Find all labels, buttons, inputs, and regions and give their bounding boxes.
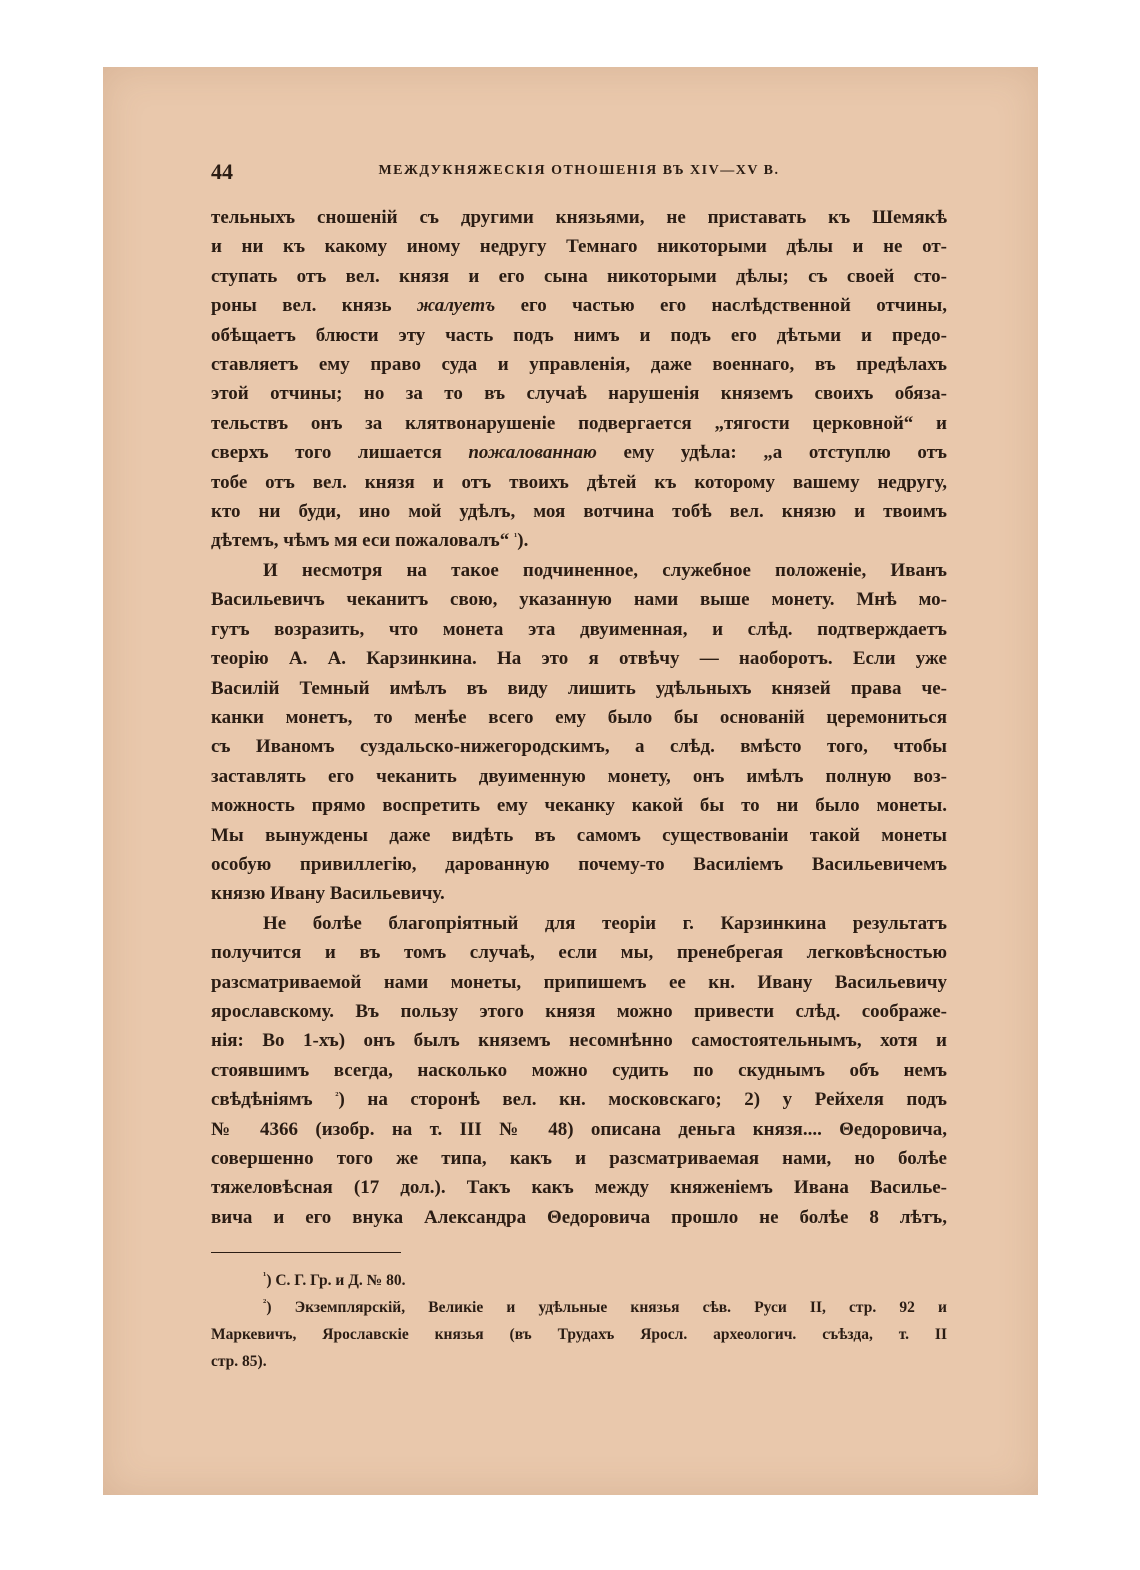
text-line: Не болѣе благопріятный для теоріи г. Карзинкина результатъ: [263, 912, 947, 934]
body-text: [211, 203, 947, 1232]
text-line: нія: Во 1-хъ) онъ былъ княземъ несомнѣнно самостоятельнымъ, хотя и: [211, 1030, 947, 1052]
text-run: ).: [517, 530, 529, 552]
text-run: ему удѣла: „а отступлю отъ: [623, 442, 948, 464]
text-line: можность прямо воспретить ему чеканку какой бы то ни было монеты.: [211, 795, 947, 817]
text-line: тельствъ онъ за клятвонарушеніе подвергается „тягости церковной“ и: [211, 412, 947, 434]
text-line: И несмотря на такое подчиненное, служебное положеніе, Иванъ: [263, 559, 947, 581]
text-line: канки монетъ, то менѣе всего ему было бы основаній церемониться: [211, 706, 947, 728]
text-line: князю Ивану Васильевичу.: [211, 883, 445, 905]
text-line: этой отчины; но за то въ случаѣ нарушенія княземъ своихъ обяза-: [211, 383, 947, 405]
book-page: [103, 67, 1038, 1495]
text-line: Василій Темный имѣлъ въ виду лишить удѣльныхъ князей права че-: [211, 677, 947, 699]
text-line: совершенно того же типа, какъ и разсматриваемая нами, но болѣе: [211, 1148, 947, 1169]
text-run: роны вел. князь: [211, 295, 392, 317]
text-line: особую привиллегію, дарованную почему-то Василіемъ Васильевичемъ: [211, 853, 947, 875]
page-header: [211, 159, 947, 185]
footnote-text: ) Экземплярскій, Великіе и удѣльные князья сѣв. Руси II, стр. 92 и: [266, 1299, 947, 1316]
text-run: ) на сторонѣ вел. кн. московскаго; 2) у Рейхеля подъ: [338, 1089, 947, 1111]
text-run: сверхъ того лишается: [211, 442, 442, 464]
footnote-line: Маркевичъ, Ярославскіе князья (въ Трудахъ Яросл. археологич. съѣзда, т. II: [211, 1326, 947, 1343]
text-run: дѣтемъ, чѣмъ мя еси пожаловалъ“: [211, 530, 510, 552]
running-title: МЕЖДУКНЯЖЕСКІЯ ОТНОШЕНІЯ ВЪ XIV—XV В.: [378, 163, 780, 178]
page-number: 44: [211, 159, 233, 184]
footnote-2: [211, 1294, 947, 1321]
text-line: гутъ возразить, что монета эта двуименная, и слѣд. подтверждаетъ: [211, 618, 947, 640]
footnote-line: стр. 85).: [211, 1353, 267, 1370]
italic-word: жалуетъ: [416, 295, 496, 317]
text-line: [211, 526, 947, 555]
footnote-marker: ²: [263, 1297, 267, 1309]
text-line: и ни къ какому иному недругу Темнаго никоторыми дѣлы и не от-: [211, 236, 947, 258]
text-line: тобе отъ вел. князя и отъ твоихъ дѣтей къ которому вашему недругу,: [211, 471, 947, 493]
text-line: получится и въ томъ случаѣ, если мы, пренебрегая легковѣсностью: [211, 942, 947, 964]
text-line: ярославскому. Въ пользу этого князя можно привести слѣд. соображе-: [211, 1000, 947, 1022]
text-line: тельныхъ сношеній съ другими князьями, не приставать къ Шемякѣ: [211, 207, 947, 228]
footnote-ref: ¹: [513, 531, 518, 544]
text-line: Мы вынуждены даже видѣть въ самомъ существованіи такой монеты: [211, 824, 947, 846]
italic-word: пожалованнаю: [468, 442, 597, 464]
text-line: вича и его внука Александра Θедоровича прошло не болѣе 8 лѣтъ,: [211, 1206, 947, 1228]
text-run: свѣдѣніямъ: [211, 1089, 313, 1111]
text-line: [211, 1085, 947, 1114]
footnote-divider: [211, 1252, 401, 1253]
text-line: Васильевичъ чеканитъ свою, указанную нами выше монету. Мнѣ мо-: [211, 589, 947, 611]
text-line: заставлять его чеканить двуименную монету, онъ имѣлъ полную воз-: [211, 765, 947, 787]
text-run: его частью его наслѣдственной отчины,: [520, 295, 948, 317]
text-line: ступать отъ вел. князя и его сына никоторыми дѣлы; съ своей сто-: [211, 265, 947, 287]
text-line: теорію А. А. Карзинкина. На это я отвѣчу — наоборотъ. Если уже: [211, 648, 947, 670]
footnote-1: [211, 1267, 947, 1294]
text-line: разсматриваемой нами монеты, припишемъ ее кн. Ивану Васильевичу: [211, 971, 947, 993]
text-line: [211, 438, 947, 467]
text-line: съ Иваномъ суздальско-нижегородскимъ, а слѣд. вмѣсто того, чтобы: [211, 736, 947, 758]
text-line: ставляетъ ему право суда и управленія, даже военнаго, въ предѣлахъ: [211, 354, 947, 376]
text-line: обѣщаетъ блюсти эту часть подъ нимъ и подъ его дѣтьми и предо-: [211, 324, 947, 346]
footnote-ref: ²: [335, 1090, 339, 1103]
text-line: кто ни буди, ино мой удѣлъ, моя вотчина тобѣ вел. князю и твоимъ: [211, 501, 947, 523]
footnote-marker: ¹: [263, 1270, 267, 1282]
footnotes: [211, 1267, 947, 1375]
text-line: [211, 291, 947, 320]
text-line: тяжеловѣсная (17 дол.). Такъ какъ между княженіемъ Ивана Василье-: [211, 1177, 947, 1199]
text-line: № 4366 (изобр. на т. III № 48) описана деньга князя.... Θедоровича,: [211, 1118, 947, 1140]
text-line: стоявшимъ всегда, насколько можно судить по скуднымъ объ немъ: [211, 1059, 947, 1081]
footnote-text: ) С. Г. Гр. и Д. № 80.: [266, 1272, 406, 1289]
